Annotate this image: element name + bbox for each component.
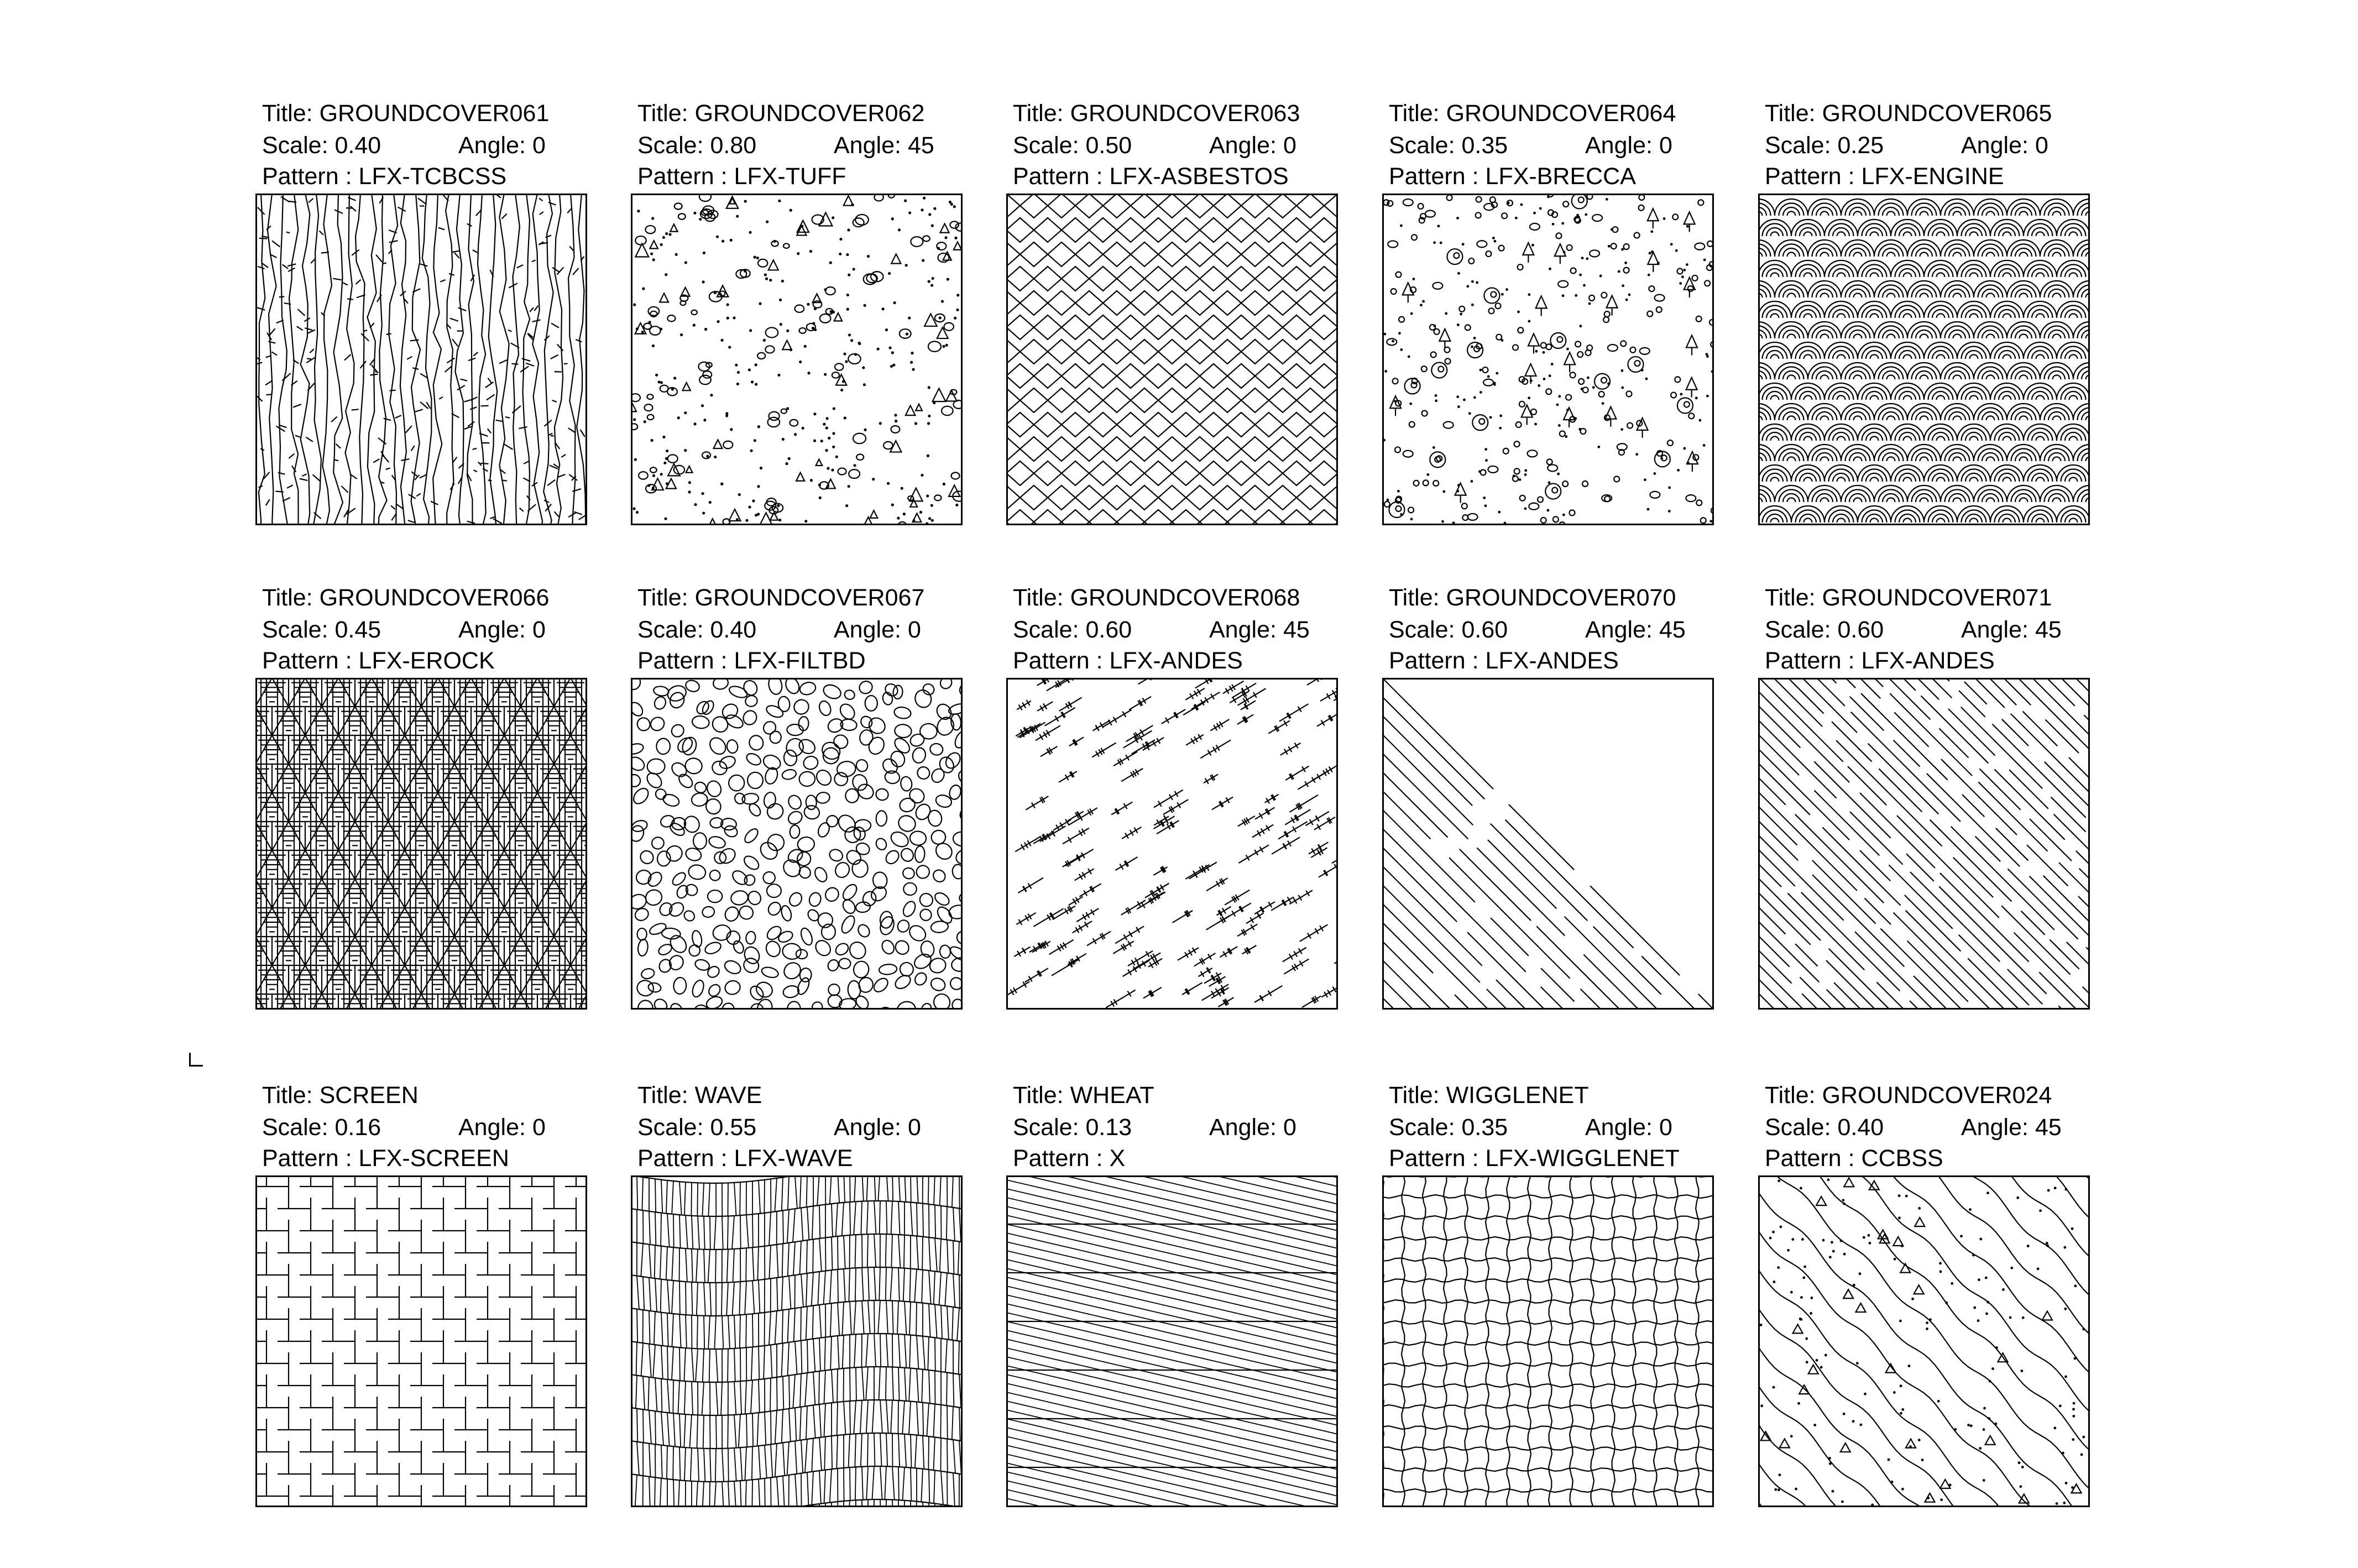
hatch-pattern-graphic <box>255 678 587 1010</box>
pattern-name: Pattern : LFX-ASBESTOS <box>1013 163 1289 190</box>
pattern-name: Pattern : LFX-TCBCSS <box>262 163 507 190</box>
pattern-title: Title: WAVE <box>637 1082 762 1109</box>
hatch-swatch-asbestos <box>1006 194 1338 525</box>
hatch-swatch-filtbd <box>631 678 963 1010</box>
hatch-pattern-graphic <box>1006 194 1338 525</box>
pattern-scale-angle: Scale: 0.25 Angle: 0 <box>1765 132 2048 159</box>
pattern-scale-angle: Scale: 0.35 Angle: 0 <box>1389 132 1672 159</box>
pattern-name: Pattern : LFX-ANDES <box>1389 647 1619 674</box>
hatch-swatch-andes1 <box>1006 678 1338 1010</box>
hatch-swatch-andes3 <box>1758 678 2090 1010</box>
pattern-title: Title: GROUNDCOVER061 <box>262 100 550 127</box>
hatch-swatch-tcbcss <box>255 194 587 525</box>
pattern-scale-angle: Scale: 0.13 Angle: 0 <box>1013 1114 1296 1141</box>
pattern-name: Pattern : LFX-ANDES <box>1013 647 1243 674</box>
pattern-name: Pattern : LFX-BRECCA <box>1389 163 1636 190</box>
pattern-scale-angle: Scale: 0.60 Angle: 45 <box>1013 616 1310 643</box>
pattern-scale-angle: Scale: 0.40 Angle: 45 <box>1765 1114 2062 1141</box>
pattern-name: Pattern : LFX-ANDES <box>1765 647 1995 674</box>
hatch-pattern-graphic <box>255 194 587 525</box>
pattern-title: Title: GROUNDCOVER065 <box>1765 100 2052 127</box>
hatch-pattern-graphic <box>1758 678 2090 1010</box>
pattern-scale-angle: Scale: 0.45 Angle: 0 <box>262 616 546 643</box>
pattern-scale-angle: Scale: 0.50 Angle: 0 <box>1013 132 1296 159</box>
pattern-title: Title: GROUNDCOVER024 <box>1765 1082 2052 1109</box>
hatch-pattern-graphic <box>1758 194 2090 525</box>
pattern-name: Pattern : LFX-WIGGLENET <box>1389 1145 1680 1172</box>
hatch-swatch-wigglenet <box>1382 1175 1714 1507</box>
pattern-scale-angle: Scale: 0.55 Angle: 0 <box>637 1114 921 1141</box>
hatch-swatch-engine <box>1758 194 2090 525</box>
pattern-name: Pattern : LFX-EROCK <box>262 647 495 674</box>
hatch-pattern-graphic <box>1758 1175 2090 1507</box>
hatch-swatch-tuff <box>631 194 963 525</box>
hatch-pattern-graphic <box>1006 1175 1338 1507</box>
pattern-scale-angle: Scale: 0.40 Angle: 0 <box>637 616 921 643</box>
hatch-pattern-graphic <box>631 1175 963 1507</box>
pattern-name: Pattern : LFX-ENGINE <box>1765 163 2004 190</box>
pattern-title: Title: GROUNDCOVER066 <box>262 584 550 611</box>
pattern-scale-angle: Scale: 0.35 Angle: 0 <box>1389 1114 1672 1141</box>
pattern-name: Pattern : LFX-SCREEN <box>262 1145 509 1172</box>
pattern-scale-angle: Scale: 0.60 Angle: 45 <box>1389 616 1686 643</box>
pattern-name: Pattern : LFX-FILTBD <box>637 647 866 674</box>
hatch-swatch-andes2 <box>1382 678 1714 1010</box>
hatch-swatch-ccbss <box>1758 1175 2090 1507</box>
hatch-swatch-wave <box>631 1175 963 1507</box>
hatch-pattern-graphic <box>1382 194 1714 525</box>
pattern-name: Pattern : LFX-TUFF <box>637 163 846 190</box>
pattern-title: Title: GROUNDCOVER063 <box>1013 100 1300 127</box>
hatch-pattern-graphic <box>1006 678 1338 1010</box>
pattern-scale-angle: Scale: 0.60 Angle: 45 <box>1765 616 2062 643</box>
pattern-scale-angle: Scale: 0.40 Angle: 0 <box>262 132 546 159</box>
hatch-pattern-graphic <box>1382 678 1714 1010</box>
pattern-title: Title: WIGGLENET <box>1389 1082 1589 1109</box>
hatch-pattern-graphic <box>255 1175 587 1507</box>
pattern-name: Pattern : X <box>1013 1145 1126 1172</box>
pattern-name: Pattern : LFX-WAVE <box>637 1145 853 1172</box>
pattern-title: Title: GROUNDCOVER067 <box>637 584 925 611</box>
hatch-swatch-brecca <box>1382 194 1714 525</box>
pattern-title: Title: GROUNDCOVER064 <box>1389 100 1676 127</box>
hatch-pattern-graphic <box>1382 1175 1714 1507</box>
pattern-title: Title: GROUNDCOVER062 <box>637 100 925 127</box>
pattern-title: Title: GROUNDCOVER070 <box>1389 584 1676 611</box>
pattern-title: Title: GROUNDCOVER068 <box>1013 584 1300 611</box>
pattern-title: Title: SCREEN <box>262 1082 419 1109</box>
hatch-pattern-graphic <box>631 194 963 525</box>
hatch-swatch-erock <box>255 678 587 1010</box>
pattern-name: Pattern : CCBSS <box>1765 1145 1943 1172</box>
pattern-scale-angle: Scale: 0.80 Angle: 45 <box>637 132 934 159</box>
pattern-scale-angle: Scale: 0.16 Angle: 0 <box>262 1114 546 1141</box>
pattern-title: Title: WHEAT <box>1013 1082 1154 1109</box>
crop-corner-icon <box>189 1053 203 1067</box>
hatch-pattern-graphic <box>631 678 963 1010</box>
hatch-swatch-wheat <box>1006 1175 1338 1507</box>
pattern-title: Title: GROUNDCOVER071 <box>1765 584 2052 611</box>
hatch-swatch-screen <box>255 1175 587 1507</box>
